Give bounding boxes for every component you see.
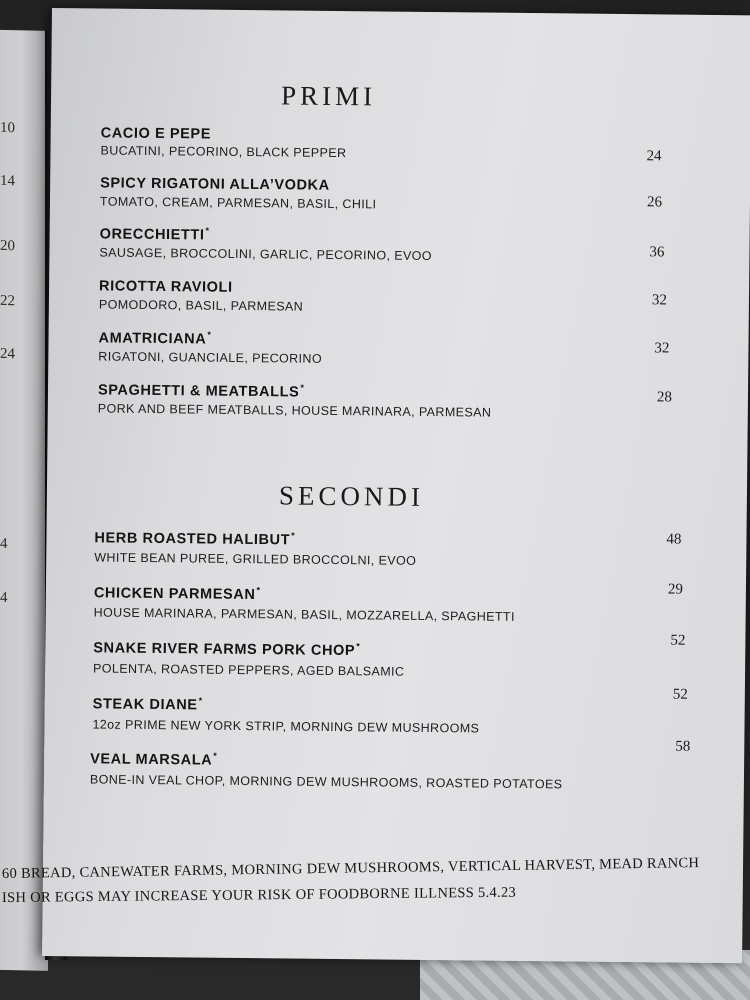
menu-item-name: SPAGHETTI & MEATBALLS* <box>97 382 305 401</box>
menu-item-description: RIGATONI, GUANCIALE, PECORINO <box>98 349 323 366</box>
menu-item-price: 29 <box>667 581 684 598</box>
menu-item-description: 12oz PRIME NEW YORK STRIP, MORNING DEW MUSHROOMS <box>92 717 480 736</box>
left-page-number: 20 <box>0 237 15 255</box>
menu-item-name: SNAKE RIVER FARMS PORK CHOP* <box>93 640 361 660</box>
menu-item-description: BUCATINI, PECORINO, BLACK PEPPER <box>100 143 347 161</box>
menu-item-description: PORK AND BEEF MEATBALLS, HOUSE MARINARA, PARMESAN <box>97 401 492 420</box>
menu-page <box>42 8 750 963</box>
left-page-number: 14 <box>0 172 15 190</box>
menu-item-price: 36 <box>649 244 665 261</box>
health-disclaimer-footer: ISH OR EGGS MAY INCREASE YOUR RISK OF FOODBORNE ILLNESS 5.4.23 <box>1 884 517 906</box>
sourcing-footer: 60 BREAD, CANEWATER FARMS, MORNING DEW MUSHROOMS, VERTICAL HARVEST, MEAD RANCH <box>1 855 700 882</box>
menu-item-name: VEAL MARSALA* <box>90 750 218 769</box>
menu-item-price: 52 <box>670 632 686 649</box>
menu-item-name: HERB ROASTED HALIBUT* <box>94 530 296 549</box>
menu-item-price: 28 <box>656 389 673 406</box>
menu-item-price: 32 <box>654 340 670 357</box>
primi-heading: PRIMI <box>280 80 377 112</box>
menu-item-price: 26 <box>646 194 663 211</box>
menu-item-price: 32 <box>651 292 668 309</box>
menu-item-name: ORECCHIETTI* <box>99 225 210 244</box>
left-page-number: 22 <box>0 292 15 310</box>
left-page-number: 10 <box>0 119 15 137</box>
menu-item-name: SPICY RIGATONI ALLA’VODKA <box>100 175 330 194</box>
menu-item-description: TOMATO, CREAM, PARMESAN, BASIL, CHILI <box>99 194 377 212</box>
menu-item-description: POMODORO, BASIL, PARMESAN <box>98 297 304 314</box>
left-page-number: 4 <box>0 589 8 607</box>
menu-item-name: STEAK DIANE* <box>92 695 203 714</box>
menu-item-price: 58 <box>675 738 691 755</box>
menu-item-description: POLENTA, ROASTED PEPPERS, AGED BALSAMIC <box>93 661 405 679</box>
left-page-number: 24 <box>0 345 15 363</box>
menu-item-name: CACIO E PEPE <box>100 125 212 143</box>
menu-item-description: BONE-IN VEAL CHOP, MORNING DEW MUSHROOMS, ROASTED POTATOES <box>89 772 563 792</box>
menu-item-description: HOUSE MARINARA, PARMESAN, BASIL, MOZZARELLA, SPAGHETTI <box>93 605 515 624</box>
left-page-number: 4 <box>0 535 8 553</box>
menu-item-description: WHITE BEAN PUREE, GRILLED BROCCOLNI, EVOO <box>94 550 417 568</box>
menu-item-price: 24 <box>646 148 662 165</box>
menu-item-description: SAUSAGE, BROCCOLINI, GARLIC, PECORINO, EVOO <box>99 245 433 263</box>
menu-item-name: RICOTTA RAVIOLI <box>99 278 233 296</box>
menu-item-price: 52 <box>672 686 688 703</box>
left-menu-page <box>0 29 48 971</box>
menu-item-name: CHICKEN PARMESAN* <box>93 585 261 603</box>
menu-item-price: 48 <box>666 531 682 548</box>
menu-item-name: AMATRICIANA* <box>98 329 212 348</box>
secondi-heading: SECONDI <box>278 480 425 512</box>
